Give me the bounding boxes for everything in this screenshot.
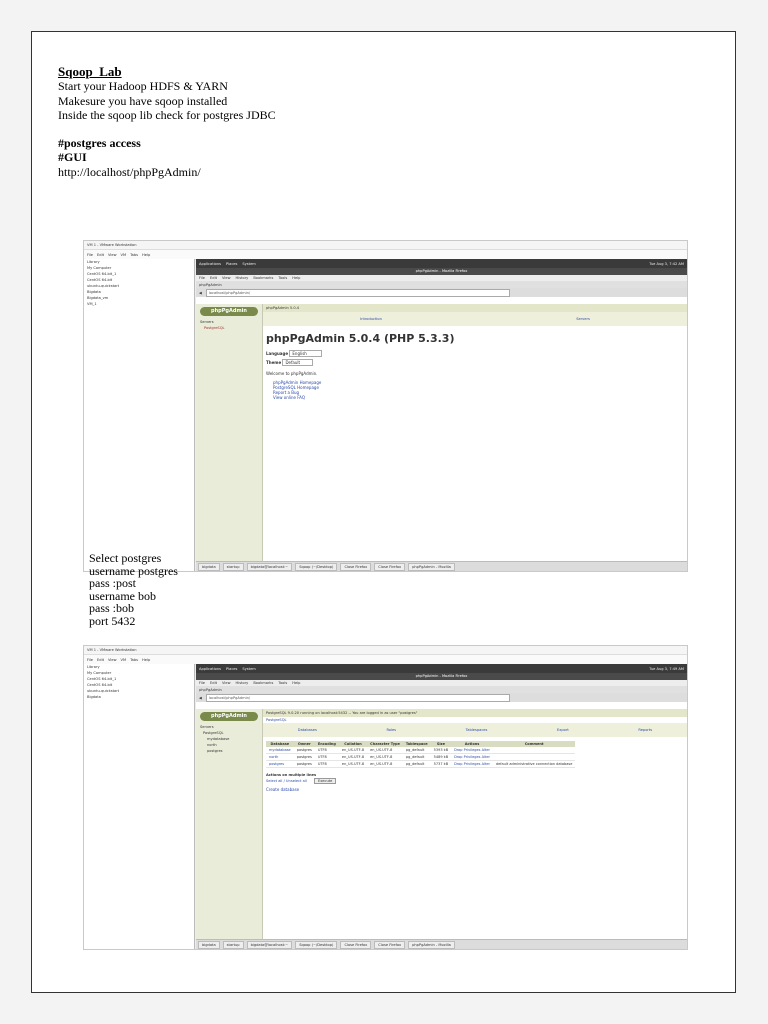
menu-item[interactable]: Tools [278, 276, 288, 280]
table-cell: en_US.UTF-8 [367, 754, 403, 761]
table-cell[interactable]: Drop Privileges Alter [451, 761, 493, 768]
menu-item[interactable]: Bookmarks [253, 681, 274, 685]
screenshot-phppgadmin-databases [83, 645, 688, 950]
tab-reports[interactable]: Reports [638, 728, 653, 732]
screenshot-phppgadmin-home [83, 240, 688, 572]
vm-title: VM 1 - VMware Workstation [87, 243, 137, 247]
table-row[interactable] [266, 761, 575, 768]
url-input[interactable]: localhost/phpPgAdmin/ [206, 694, 510, 702]
table-cell[interactable]: Drop Privileges Alter [451, 754, 493, 761]
menu-item[interactable]: Tabs [130, 252, 139, 257]
column-header: Owner [294, 741, 315, 747]
select-all-link[interactable]: Select all / Unselect all [266, 779, 307, 783]
create-database-link[interactable]: Create database [266, 787, 300, 792]
note-line: username postgres [89, 563, 178, 578]
column-header: Character Type [367, 741, 403, 747]
menu-item[interactable]: File [87, 657, 94, 662]
library-item[interactable]: CentOS 64-bit_1 [87, 272, 117, 276]
pga-topbar: PostgreSQL 9.0.20 running on localhost:5432 -- You are logged in as user "postgres" [263, 709, 687, 717]
doc-heading: #postgres access [58, 136, 141, 151]
link-item[interactable]: phpPgAdmin Homepage [273, 380, 322, 385]
menu-item[interactable]: View [107, 657, 117, 662]
taskbar-item[interactable]: bigdata [198, 941, 220, 949]
column-header: Actions [451, 741, 493, 747]
library-item[interactable]: CentOS 64-bit [87, 278, 113, 282]
doc-title: Sqoop_Lab [58, 64, 122, 79]
library-item[interactable]: My Computer [87, 671, 112, 675]
taskbar-item[interactable]: bigdata [198, 563, 220, 571]
doc-line: Start your Hadoop HDFS & YARN [58, 79, 228, 94]
tab-servers[interactable]: Servers [576, 317, 590, 321]
tab-export[interactable]: Export [557, 728, 569, 732]
link-item[interactable]: PostgreSQL Homepage [273, 385, 319, 390]
library-title: Library [87, 665, 100, 669]
language-row [263, 349, 687, 358]
gnome-menu[interactable]: System [242, 666, 256, 671]
taskbar-item[interactable]: phpPgAdmin - Mozilla [408, 941, 455, 949]
taskbar-item[interactable]: Close Firefox [340, 941, 371, 949]
table-cell: UTF8 [315, 761, 339, 768]
pga-nav [263, 723, 687, 737]
library-item[interactable]: Bigdata_vm [87, 296, 109, 300]
document-body [58, 65, 658, 179]
table-cell: en_US.UTF-8 [367, 747, 403, 754]
library-item[interactable]: Bigdata [87, 695, 101, 699]
tree-item[interactable]: PostgreSQL [204, 326, 225, 330]
menu-item[interactable]: Help [292, 681, 301, 685]
menu-item[interactable]: VM [120, 657, 127, 662]
guest-desktop [196, 664, 687, 949]
column-header: Encoding [315, 741, 339, 747]
column-header: Size [431, 741, 451, 747]
back-icon[interactable]: ◀ [199, 290, 202, 295]
vm-title: VM 1 - VMware Workstation [87, 648, 137, 652]
notes [89, 552, 178, 627]
doc-url: http://localhost/phpPgAdmin/ [58, 164, 201, 179]
note-line: Select postgres [89, 551, 162, 565]
menu-item[interactable]: Edit [97, 252, 104, 257]
welcome-text: Welcome to phpPgAdmin. [266, 371, 318, 376]
library-item[interactable]: CentOS 64-bit [87, 683, 113, 687]
pga-main [263, 304, 687, 562]
url-bar [196, 288, 687, 297]
table-cell: postgres [294, 754, 315, 761]
library-item[interactable]: ubuntu-quickstart [87, 689, 120, 693]
multi-actions-label: Actions on multiple lines [266, 773, 317, 777]
menu-item[interactable]: File [87, 252, 94, 257]
menu-item[interactable]: View [107, 252, 117, 257]
doc-line: Makesure you have sqoop installed [58, 93, 228, 108]
menu-item[interactable]: File [199, 276, 206, 280]
table-cell: UTF8 [315, 754, 339, 761]
note-line: port 5432 [89, 613, 136, 628]
library-title: Library [87, 260, 100, 264]
table-cell: en_US.UTF-8 [339, 761, 367, 768]
clock: Tue Aug 3, 7:42 AM [649, 261, 684, 266]
tab-roles[interactable]: Roles [386, 728, 397, 732]
theme-row [263, 358, 687, 367]
table-cell: postgres [294, 761, 315, 768]
menu-item[interactable]: Help [292, 276, 301, 280]
column-header: Comment [493, 741, 575, 747]
menu-item[interactable]: Help [142, 657, 151, 662]
tree-item[interactable]: postgres [207, 749, 223, 753]
column-header: Database [266, 741, 294, 747]
language-select[interactable]: English [289, 350, 321, 357]
table-cell[interactable]: mydatabase [266, 747, 294, 754]
breadcrumb[interactable]: PostgreSQL [266, 718, 287, 722]
pga-sidebar [196, 709, 263, 940]
doc-heading: #GUI [58, 150, 87, 165]
menu-item[interactable]: Edit [210, 276, 217, 280]
table-cell[interactable]: postgres [266, 761, 294, 768]
table-cell: pg_default [403, 747, 431, 754]
menu-item[interactable]: VM [120, 252, 127, 257]
gnome-menu[interactable]: System [242, 261, 256, 266]
taskbar-item[interactable]: bigdata@localhost:~ [247, 941, 293, 949]
vm-library [84, 259, 195, 571]
url-bar [196, 693, 687, 702]
gnome-menu[interactable]: Applications [199, 666, 221, 671]
table-cell[interactable]: north [266, 754, 294, 761]
library-item[interactable]: ubuntu-quickstart [87, 284, 120, 288]
tree-item[interactable]: north [207, 743, 217, 747]
taskbar-item[interactable]: Close Firefox [374, 563, 405, 571]
vm-library [84, 664, 195, 949]
link-item[interactable]: Report a Bug [273, 390, 300, 395]
menu-item[interactable]: Tools [278, 681, 288, 685]
table-cell: UTF8 [315, 747, 339, 754]
taskbar-item[interactable]: Close Firefox [374, 941, 405, 949]
taskbar-item[interactable]: Sqoop (~/Desktop) [295, 941, 337, 949]
table-cell: 5393 kB [431, 747, 451, 754]
pga-sidebar [196, 304, 263, 562]
taskbar-item[interactable]: Sqoop (~/Desktop) [295, 563, 337, 571]
pga-topbar: phpPgAdmin 5.0.4 [263, 304, 687, 312]
table-cell[interactable]: Drop Privileges Alter [451, 747, 493, 754]
table-cell: postgres [294, 747, 315, 754]
database-table [266, 741, 575, 768]
menu-item[interactable]: Edit [97, 657, 104, 662]
menu-item[interactable]: Bookmarks [253, 276, 274, 280]
taskbar [196, 561, 687, 571]
tree-item[interactable]: mydatabase [207, 737, 230, 741]
menu-item[interactable]: File [199, 681, 206, 685]
menu-item[interactable]: History [235, 276, 249, 280]
table-cell: en_US.UTF-8 [339, 754, 367, 761]
gnome-menu[interactable]: Applications [199, 261, 221, 266]
tab-databases[interactable]: Databases [297, 728, 317, 732]
browser-tab[interactable]: phpPgAdmin [196, 281, 687, 288]
tab-tablespaces[interactable]: Tablespaces [465, 728, 488, 732]
table-cell: en_US.UTF-8 [367, 761, 403, 768]
taskbar-item[interactable]: startup [223, 941, 244, 949]
menu-item[interactable]: Help [142, 252, 151, 257]
taskbar-item[interactable]: bigdata@localhost:~ [247, 563, 293, 571]
tree-item[interactable]: Servers [200, 320, 214, 324]
note-line: pass :bob [89, 601, 134, 615]
menu-item[interactable]: View [221, 681, 231, 685]
tab-introduction[interactable]: Introduction [360, 317, 382, 321]
link-list [263, 380, 687, 400]
menu-item[interactable]: History [235, 681, 249, 685]
gnome-panel [196, 259, 687, 268]
library-item[interactable]: CentOS 64-bit_1 [87, 677, 117, 681]
theme-select[interactable]: Default [282, 359, 313, 366]
table-row[interactable] [266, 754, 575, 761]
vm-titlebar [84, 646, 687, 655]
vm-titlebar [84, 241, 687, 250]
table-cell: 5737 kB [431, 761, 451, 768]
table-cell: default administrative connection database [493, 761, 575, 768]
pga-logo: phpPgAdmin [200, 307, 258, 316]
gnome-menu[interactable]: Places [225, 666, 238, 671]
table-cell: pg_default [403, 754, 431, 761]
pga-heading: phpPgAdmin 5.0.4 (PHP 5.3.3) [266, 332, 455, 345]
gnome-panel [196, 664, 687, 673]
column-header: Collation [339, 741, 367, 747]
pga-nav [263, 312, 687, 326]
pga-logo: phpPgAdmin [200, 712, 258, 721]
note-line: username bob [89, 588, 156, 603]
library-item[interactable]: VM_1 [87, 302, 97, 306]
back-icon[interactable]: ◀ [199, 695, 202, 700]
taskbar-item[interactable]: Close Firefox [340, 563, 371, 571]
column-header: Tablespace [403, 741, 431, 747]
tree-item[interactable]: PostgreSQL [203, 731, 224, 735]
gnome-menu[interactable]: Places [225, 261, 238, 266]
menu-item[interactable]: Edit [210, 681, 217, 685]
taskbar [196, 939, 687, 949]
table-cell: 5489 kB [431, 754, 451, 761]
library-item[interactable]: Bigdata [87, 290, 101, 294]
guest-desktop [196, 259, 687, 571]
note-line: pass :post [89, 576, 137, 590]
taskbar-item[interactable]: startup [223, 563, 244, 571]
table-cell [493, 754, 575, 761]
clock: Tue Aug 3, 7:49 AM [649, 666, 684, 671]
taskbar-item[interactable]: phpPgAdmin - Mozilla [408, 563, 455, 571]
theme-label: Theme [266, 360, 282, 365]
library-item[interactable]: My Computer [87, 266, 112, 270]
firefox-title: phpPgAdmin - Mozilla Firefox [196, 268, 687, 275]
doc-line: Inside the sqoop lib check for postgres JDBC [58, 107, 276, 122]
menu-item[interactable]: Tabs [130, 657, 139, 662]
link-item[interactable]: View online FAQ [273, 395, 305, 400]
pga-main [263, 709, 687, 940]
execute-button[interactable]: Execute [314, 778, 336, 784]
browser-tab[interactable]: phpPgAdmin [196, 686, 687, 693]
language-label: Language [266, 351, 289, 356]
table-cell: pg_default [403, 761, 431, 768]
url-input[interactable]: localhost/phpPgAdmin/ [206, 289, 510, 297]
tree-item[interactable]: Servers [200, 725, 214, 729]
menu-item[interactable]: View [221, 276, 231, 280]
firefox-title: phpPgAdmin - Mozilla Firefox [196, 673, 687, 680]
table-cell: en_US.UTF-8 [339, 747, 367, 754]
